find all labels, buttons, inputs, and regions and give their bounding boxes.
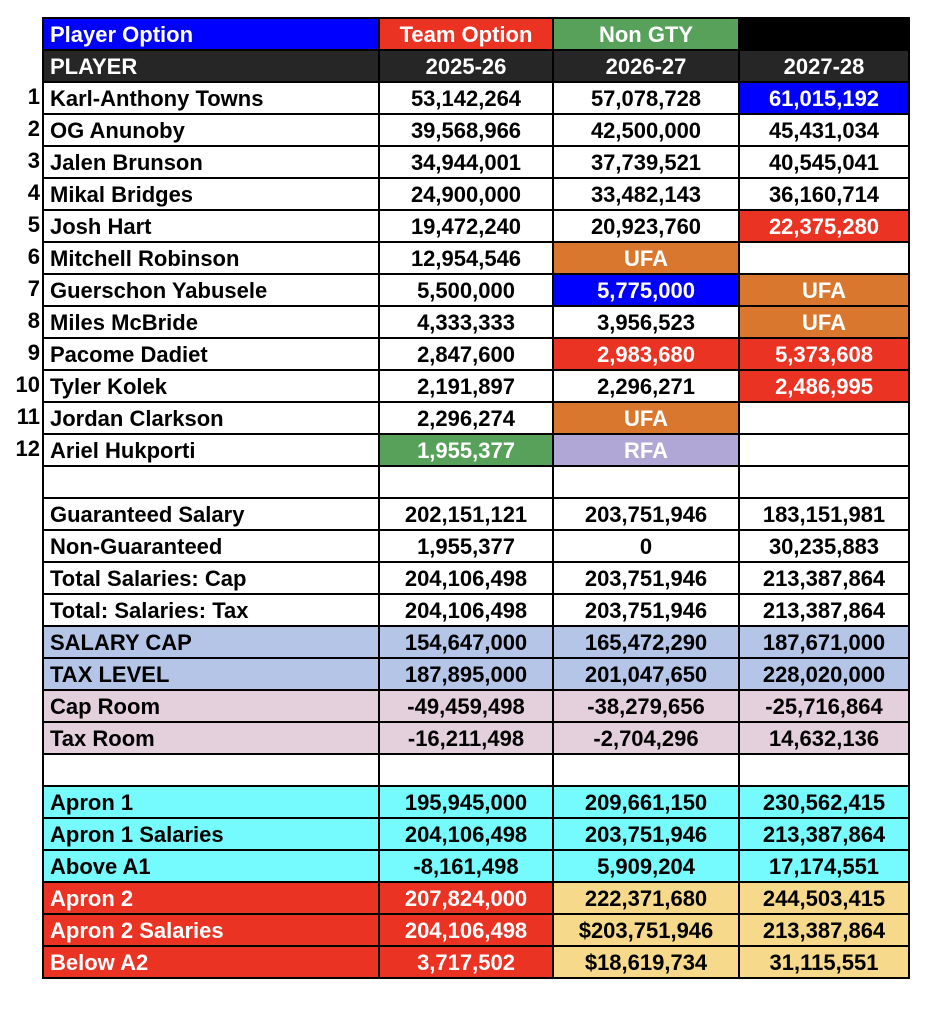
table-cell: [42, 465, 378, 497]
summary-row: [0, 497, 932, 529]
apron-value: 213,387,864: [738, 913, 910, 945]
salary-cell: 3,956,523: [552, 305, 738, 337]
player-row: [0, 433, 932, 465]
player-row: [0, 145, 932, 177]
column-header-year: 2025-26: [378, 49, 552, 81]
apron-value: 222,371,680: [552, 881, 738, 913]
salary-cell: [738, 433, 910, 465]
summary-row: [0, 593, 932, 625]
salary-cell: 1,955,377: [378, 433, 552, 465]
salary-cell: 5,500,000: [378, 273, 552, 305]
column-header-year: 2027-28: [738, 49, 910, 81]
salary-cell: 5,373,608: [738, 337, 910, 369]
column-header-year: 2026-27: [552, 49, 738, 81]
row-number: 1: [27, 84, 40, 109]
summary-value: 183,151,981: [738, 497, 910, 529]
table-cell: [552, 753, 738, 785]
table-cell: [552, 465, 738, 497]
apron-row: [0, 817, 932, 849]
legend-player-option: Player Option: [42, 17, 378, 49]
salary-cell: 42,500,000: [552, 113, 738, 145]
apron-label: Apron 2 Salaries: [42, 913, 378, 945]
summary-value: -25,716,864: [738, 689, 910, 721]
spacer-row: [0, 753, 932, 785]
player-name: OG Anunoby: [42, 113, 378, 145]
apron-value: 209,661,150: [552, 785, 738, 817]
row-number: 4: [27, 180, 40, 205]
salary-cell: 19,472,240: [378, 209, 552, 241]
summary-value: 154,647,000: [378, 625, 552, 657]
player-name: Jordan Clarkson: [42, 401, 378, 433]
apron-value: 195,945,000: [378, 785, 552, 817]
summary-value: 228,020,000: [738, 657, 910, 689]
salary-cell: 36,160,714: [738, 177, 910, 209]
apron-row: [0, 881, 932, 913]
player-name: Mikal Bridges: [42, 177, 378, 209]
apron-label: Below A2: [42, 945, 378, 977]
apron-value: 31,115,551: [738, 945, 910, 977]
summary-value: 203,751,946: [552, 561, 738, 593]
player-name: Karl-Anthony Towns: [42, 81, 378, 113]
legend-non-gty: Non GTY: [552, 17, 738, 49]
summary-value: 203,751,946: [552, 593, 738, 625]
player-row: [0, 209, 932, 241]
summary-label: TAX LEVEL: [42, 657, 378, 689]
salary-cell: 24,900,000: [378, 177, 552, 209]
salary-cell: 20,923,760: [552, 209, 738, 241]
table-cell: [378, 465, 552, 497]
table-cell: [378, 753, 552, 785]
apron-value: 203,751,946: [552, 817, 738, 849]
summary-label: Total Salaries: Cap: [42, 561, 378, 593]
salary-cell: 4,333,333: [378, 305, 552, 337]
row-number: 9: [27, 340, 40, 365]
spacer-row: [0, 465, 932, 497]
table-cell: [42, 753, 378, 785]
salary-cell: 45,431,034: [738, 113, 910, 145]
summary-value: 0: [552, 529, 738, 561]
salary-cell: 61,015,192: [738, 81, 910, 113]
summary-value: 213,387,864: [738, 561, 910, 593]
summary-row: [0, 561, 932, 593]
summary-label: Non-Guaranteed: [42, 529, 378, 561]
row-number: 11: [16, 404, 40, 429]
row-number: 2: [27, 116, 40, 141]
salary-cell: 2,191,897: [378, 369, 552, 401]
row-number: 3: [27, 148, 40, 173]
salary-cell: 34,944,001: [378, 145, 552, 177]
table-cell: [738, 465, 910, 497]
player-row: [0, 337, 932, 369]
apron-label: Apron 1: [42, 785, 378, 817]
summary-value: 204,106,498: [378, 593, 552, 625]
player-row: [0, 401, 932, 433]
table-cell: [738, 753, 910, 785]
summary-value: 187,895,000: [378, 657, 552, 689]
player-row: [0, 241, 932, 273]
salary-cell: [738, 401, 910, 433]
apron-value: 5,909,204: [552, 849, 738, 881]
summary-value: 30,235,883: [738, 529, 910, 561]
salary-cell: 39,568,966: [378, 113, 552, 145]
summary-value: 203,751,946: [552, 497, 738, 529]
player-row: [0, 305, 932, 337]
player-name: Ariel Hukporti: [42, 433, 378, 465]
summary-value: 202,151,121: [378, 497, 552, 529]
summary-row: [0, 721, 932, 753]
column-header-player: PLAYER: [42, 49, 378, 81]
player-name: Josh Hart: [42, 209, 378, 241]
summary-value: 213,387,864: [738, 593, 910, 625]
salary-cell: 5,775,000: [552, 273, 738, 305]
player-row: [0, 113, 932, 145]
salary-cell: UFA: [552, 241, 738, 273]
apron-value: 207,824,000: [378, 881, 552, 913]
player-name: Tyler Kolek: [42, 369, 378, 401]
apron-value: $203,751,946: [552, 913, 738, 945]
row-number: 6: [27, 244, 40, 269]
summary-label: Cap Room: [42, 689, 378, 721]
apron-value: 3,717,502: [378, 945, 552, 977]
row-number: 12: [15, 436, 40, 461]
player-name: Miles McBride: [42, 305, 378, 337]
summary-value: 14,632,136: [738, 721, 910, 753]
summary-row: [0, 625, 932, 657]
apron-label: Apron 2: [42, 881, 378, 913]
summary-value: 165,472,290: [552, 625, 738, 657]
player-row: [0, 177, 932, 209]
apron-value: 204,106,498: [378, 817, 552, 849]
apron-value: 204,106,498: [378, 913, 552, 945]
apron-row: [0, 945, 932, 977]
legend-team-option: Team Option: [378, 17, 552, 49]
salary-cell: 33,482,143: [552, 177, 738, 209]
player-name: Pacome Dadiet: [42, 337, 378, 369]
apron-row: [0, 913, 932, 945]
summary-value: 187,671,000: [738, 625, 910, 657]
apron-value: 244,503,415: [738, 881, 910, 913]
row-number: 5: [27, 212, 40, 237]
apron-value: 213,387,864: [738, 817, 910, 849]
salary-cell: 12,954,546: [378, 241, 552, 273]
salary-cell: 57,078,728: [552, 81, 738, 113]
salary-cell: UFA: [552, 401, 738, 433]
apron-value: $18,619,734: [552, 945, 738, 977]
summary-value: 204,106,498: [378, 561, 552, 593]
salary-cell: 37,739,521: [552, 145, 738, 177]
player-name: Jalen Brunson: [42, 145, 378, 177]
salary-cell: UFA: [738, 305, 910, 337]
salary-cell: 2,486,995: [738, 369, 910, 401]
salary-cell: [738, 241, 910, 273]
salary-cell: 22,375,280: [738, 209, 910, 241]
table-bottom-border: [42, 977, 910, 979]
player-row: [0, 273, 932, 305]
salary-cell: 53,142,264: [378, 81, 552, 113]
summary-row: [0, 689, 932, 721]
apron-label: Apron 1 Salaries: [42, 817, 378, 849]
summary-value: -49,459,498: [378, 689, 552, 721]
row-number: 7: [27, 276, 40, 301]
salary-cell: 2,296,271: [552, 369, 738, 401]
salary-cell: 40,545,041: [738, 145, 910, 177]
summary-value: -2,704,296: [552, 721, 738, 753]
summary-label: Guaranteed Salary: [42, 497, 378, 529]
player-name: Guerschon Yabusele: [42, 273, 378, 305]
summary-value: -16,211,498: [378, 721, 552, 753]
apron-row: [0, 785, 932, 817]
apron-row: [0, 849, 932, 881]
summary-value: -38,279,656: [552, 689, 738, 721]
salary-cell: 2,983,680: [552, 337, 738, 369]
summary-label: Total: Salaries: Tax: [42, 593, 378, 625]
legend-row: [0, 17, 932, 49]
player-name: Mitchell Robinson: [42, 241, 378, 273]
row-number: 10: [15, 372, 40, 397]
summary-row: [0, 657, 932, 689]
apron-value: -8,161,498: [378, 849, 552, 881]
summary-value: 201,047,650: [552, 657, 738, 689]
summary-row: [0, 529, 932, 561]
salary-cell: 2,296,274: [378, 401, 552, 433]
apron-label: Above A1: [42, 849, 378, 881]
row-number: 8: [27, 308, 40, 333]
summary-label: SALARY CAP: [42, 625, 378, 657]
legend-blank: [738, 17, 910, 49]
summary-label: Tax Room: [42, 721, 378, 753]
apron-value: 17,174,551: [738, 849, 910, 881]
summary-value: 1,955,377: [378, 529, 552, 561]
apron-value: 230,562,415: [738, 785, 910, 817]
player-row: [0, 369, 932, 401]
header-row: [0, 49, 932, 81]
salary-cell: RFA: [552, 433, 738, 465]
player-row: [0, 81, 932, 113]
salary-cell: UFA: [738, 273, 910, 305]
salary-cell: 2,847,600: [378, 337, 552, 369]
